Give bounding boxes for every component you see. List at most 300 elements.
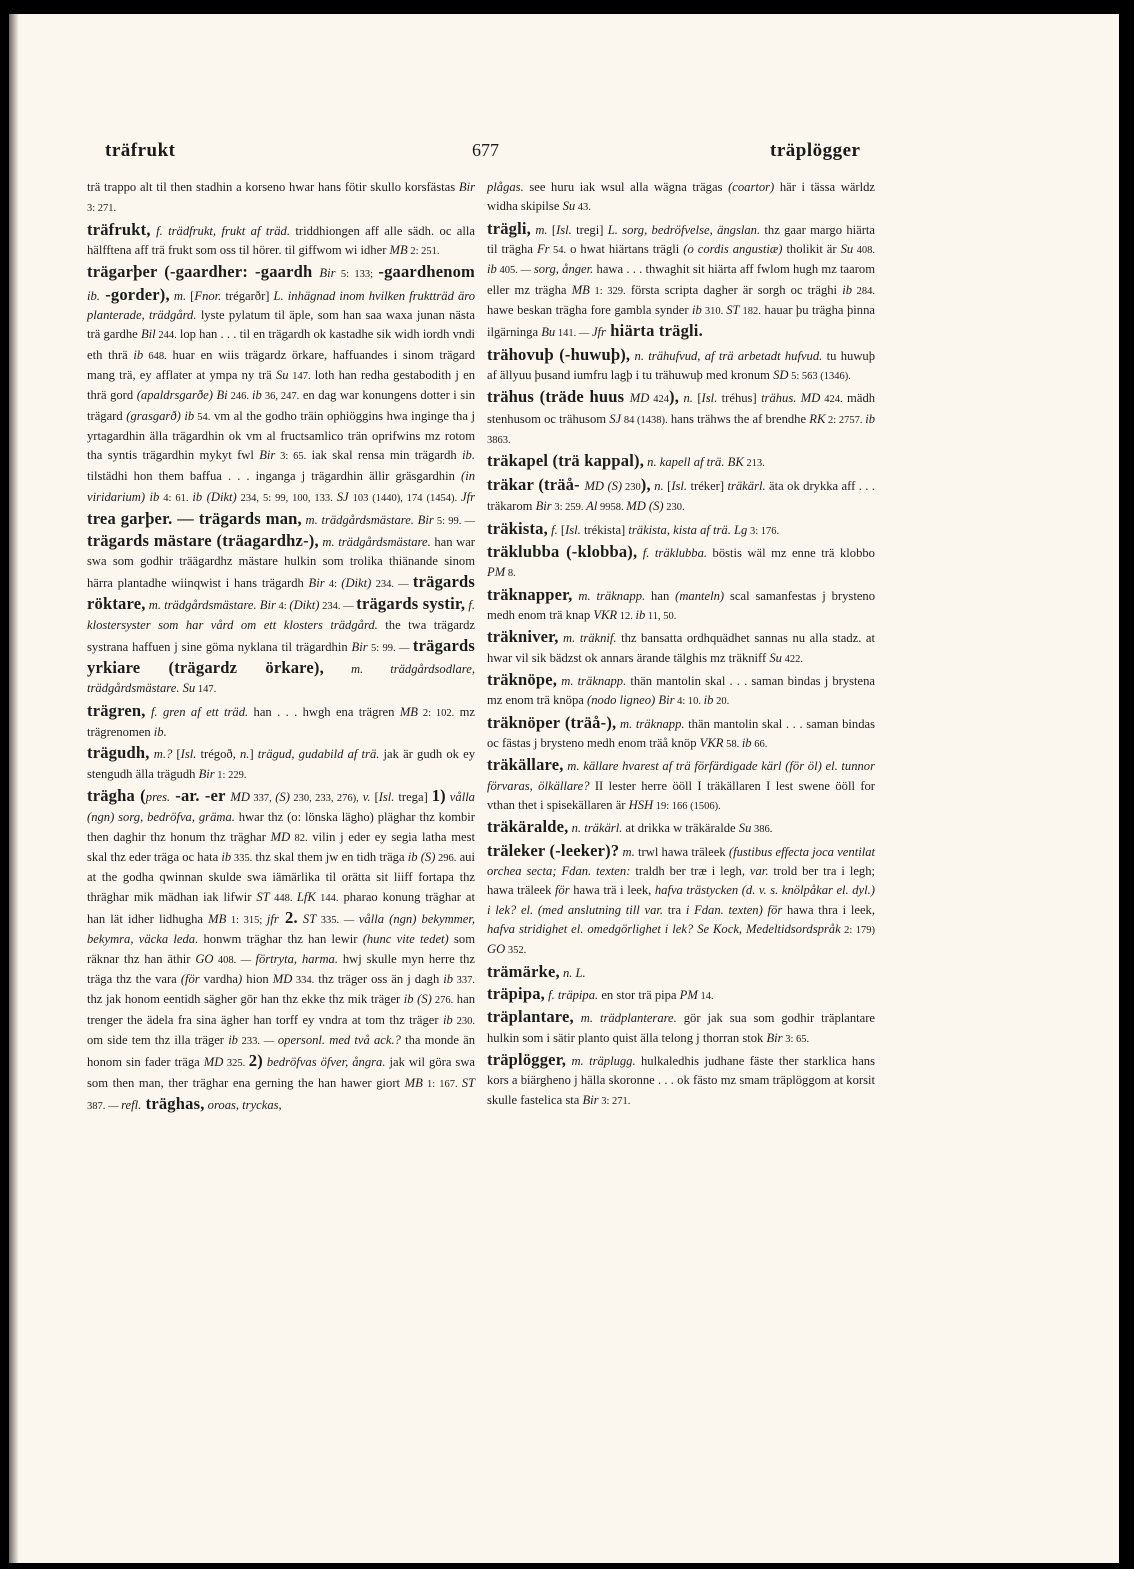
quotation-text: [ (186, 288, 195, 303)
reference-number: 246. (227, 391, 253, 403)
headword: träknapper, (487, 584, 573, 604)
reference-number: 424 (649, 394, 670, 406)
reference-number: 230 (622, 481, 641, 493)
quotation-text: hwar thz (o: lönska lägho) pläghar thz kombir then daghir thz honum thz träghar (87, 810, 475, 844)
italic-gloss: Su (562, 199, 576, 214)
italic-gloss: MB (404, 1075, 423, 1090)
reference-number: 19: 166 (1506). (653, 800, 721, 812)
italic-gloss: f. trädfrukt, frukt af träd. (150, 223, 290, 238)
quotation-text: vilin j eder ey segia latha mest skal thz eder träga oc hata (87, 829, 475, 864)
italic-gloss: f. (547, 522, 558, 537)
dictionary-entry (87, 743, 475, 785)
reference-number: 233. — (237, 1036, 278, 1048)
reference-number: 141. — (555, 328, 592, 340)
italic-gloss: var. (749, 864, 769, 878)
italic-gloss: refl. (121, 1098, 142, 1113)
headword: träkapel (trä kappal), (487, 451, 645, 471)
italic-gloss: f. gren af ett träd. (145, 704, 249, 719)
italic-gloss: ib (692, 303, 702, 318)
italic-gloss: ib. (87, 288, 100, 303)
italic-gloss: n. (650, 478, 664, 493)
italic-gloss: (apaldrsgarðe) Bi (136, 388, 228, 403)
headword: träleker (-leeker)? (487, 840, 620, 860)
italic-gloss: m. träknapp. (572, 588, 646, 603)
running-head (0, 140, 1134, 170)
italic-gloss: ST (256, 889, 270, 904)
italic-gloss: HSH (628, 797, 654, 812)
reference-number: 12. (617, 610, 636, 622)
reference-number: 66. (751, 738, 768, 750)
headword: hiärta trägli. (605, 321, 703, 341)
quotation-text: [ (172, 747, 181, 762)
headword: träknöper (träå-), (487, 712, 617, 732)
italic-gloss: Bir (351, 639, 368, 654)
reference-number: 11, 50. (645, 610, 677, 622)
italic-gloss: ) (238, 972, 243, 987)
italic-gloss: m. trädgårdsmästare. Bir (145, 597, 276, 612)
headword: trägudh, (87, 743, 150, 763)
dictionary-entry (487, 1007, 875, 1049)
headword: trägli, (487, 218, 532, 238)
italic-gloss: ib (133, 347, 144, 362)
quotation-text: här i tässa wärldz widha skipilse (487, 180, 875, 214)
reference-number: 2: 2757. (825, 414, 866, 426)
quotation-text: the twa trägardz systrana haffuen j sine göma nyklana til trägardhin (87, 618, 475, 654)
italic-gloss: MD (230, 789, 251, 804)
quotation-text: tu huwuþ af ällyuu þusand iumfru lagþ i tu trähuwuþ med kronum (487, 348, 876, 383)
reference-number: 337. (453, 975, 475, 987)
italic-gloss: PM (487, 565, 506, 580)
reference-number: 2: 179) (840, 925, 875, 937)
quotation-text: at drikka w träkäralde (622, 821, 739, 836)
italic-gloss: Isl. (378, 789, 395, 804)
reference-number: 2: 102. (418, 707, 455, 719)
italic-gloss: oroas, tryckas, (204, 1098, 282, 1113)
quotation-text: II lester herre ööll I träkällaren I lest swene ööll for vthan thet i spisekällaren är (487, 778, 876, 812)
italic-gloss: (nodo ligneo) Bir (587, 693, 675, 708)
reference-number: 408. (853, 245, 876, 257)
italic-gloss: (in viridarium) ib (87, 468, 475, 505)
quotation-text: tréker] (687, 478, 728, 493)
left-column (87, 178, 475, 1116)
headword: trägards mästare (träagardhz-), (87, 530, 319, 550)
quotation-text: [ (547, 222, 557, 237)
italic-gloss: jfr (266, 912, 279, 927)
quotation-text: han war swa som godhir träägardhz mästare hulkin som trolika thiänande sinom härra plantadhe wiinqwist i hans trägardh (87, 534, 475, 590)
quotation-text: första scripta dagher är sorgh oc träghi (625, 282, 843, 297)
reference-number: 234. — (319, 600, 357, 612)
quotation-text: lop han . . . til en trägardh ok kastadhe sik widh iordh vndi eth thrä (87, 327, 475, 362)
italic-gloss: ib (Dikt) (192, 490, 237, 505)
quotation-text: hulkaledhis judhane fäste ther starklica hans kors a biärgheno j hälla skoronne . . . ok fästo mz smam träplöggom at korsit skulle fastelica sta (487, 1054, 875, 1107)
italic-gloss: RK (809, 411, 826, 426)
quotation-text: pharao konung träghar at han lät idher lidhugha (87, 889, 476, 927)
quotation-text: tha monde än honom sin fader träga (87, 1033, 475, 1070)
dictionary-entry (87, 178, 475, 219)
dictionary-entry (487, 670, 875, 712)
reference-number: 448. (269, 892, 297, 904)
quotation-text: scal samanfestas j brysteno medh enom trä knap (487, 588, 875, 622)
dictionary-entry (487, 627, 875, 669)
quotation-text: trégarðr] (221, 288, 274, 303)
italic-gloss: m. träknif. (558, 631, 617, 646)
reference-number: 337, (250, 792, 276, 804)
italic-gloss: MD (S) (626, 499, 664, 514)
reference-number: 82. (290, 832, 308, 844)
reference-number: 648. (143, 350, 167, 362)
italic-gloss: Bir (319, 266, 336, 281)
quotation-text: tréhus] (717, 391, 762, 406)
italic-gloss: GO (195, 951, 214, 966)
quotation-text: [ (692, 391, 702, 406)
italic-gloss: m. (531, 222, 548, 237)
italic-gloss: Isl. (556, 222, 572, 237)
quotation-text: huar en wiis trägardz örkare, haffuandes i sinom trägard mang trä, ey afflater at ympa ny trä (87, 347, 476, 383)
quotation-text: en stor trä pipa (598, 988, 680, 1003)
dictionary-entry (487, 755, 875, 816)
italic-gloss: SJ (336, 490, 349, 505)
italic-gloss: f. träpipa. (544, 988, 599, 1003)
reference-number: 20. (713, 696, 730, 708)
quotation-text: han (645, 588, 676, 603)
quotation-text: [ (663, 478, 672, 493)
headword: träknöpe, (487, 669, 558, 689)
dictionary-entry (487, 713, 875, 755)
dictionary-entry (487, 817, 875, 839)
italic-gloss: L. inhägnad inom hvilken fruktträd äro planterade, trädgård. (87, 288, 476, 323)
italic-gloss: ib (487, 262, 497, 277)
reference-number: 5: 99. — (433, 515, 475, 527)
italic-gloss: ib. (153, 724, 167, 739)
reference-number: 405. — (496, 265, 534, 277)
headword: träghas, (141, 1094, 205, 1114)
italic-gloss: LfK (296, 889, 316, 904)
headword: 2. (278, 908, 298, 928)
italic-gloss: (S) (275, 789, 290, 804)
italic-gloss: (hunc vite tedet) (362, 932, 449, 947)
quotation-text: [ (370, 789, 379, 804)
dictionary-entry (487, 178, 875, 218)
quotation-text: thz skal them jw en tidh träga (252, 850, 408, 864)
reference-number: 5: 563 (1346). (788, 371, 851, 383)
italic-gloss: ib (221, 850, 232, 864)
quotation-text: hion (242, 972, 273, 987)
reference-number: 1: 167. (422, 1078, 462, 1090)
headword: träfrukt, (87, 219, 151, 239)
reference-number: 3: 271. (87, 203, 117, 215)
italic-gloss: hafva trästycken (d. v. s. knölpåkar el. dyl.) i lek? el. (med anslutning till var. (487, 883, 875, 917)
italic-gloss: VKR (593, 607, 618, 622)
italic-gloss: n. trähufvud, af trä arbetadt hufvud. (630, 348, 823, 363)
reference-number: 144. (315, 892, 339, 904)
right-column (487, 178, 875, 1111)
reference-number: 54. (549, 245, 567, 257)
italic-gloss: Fnor. (194, 288, 222, 303)
reference-number: 244. (155, 330, 177, 342)
reference-number: 182. (739, 306, 761, 318)
italic-gloss: plågas. (487, 180, 524, 194)
dictionary-entry (87, 701, 475, 743)
reference-number: 54. (194, 411, 211, 423)
italic-gloss: m. trädgårdsodlare, trädgårdsmästare. Su (87, 661, 475, 696)
italic-gloss: träkärl. (727, 478, 766, 493)
italic-gloss: f. klostersyster som har vård om ett klosters trädgård. (87, 597, 476, 633)
italic-gloss: ib (443, 972, 454, 987)
headword: trämärke, (487, 961, 560, 981)
italic-gloss: m. träknapp. (557, 673, 627, 688)
quotation-text: thän mantolin skal . . . saman bindas oc fästas j brysteno medh enom träå knöp (487, 716, 875, 750)
italic-gloss: Su (769, 650, 782, 665)
italic-gloss: MD (270, 829, 291, 844)
reference-number: 1: 315; (226, 915, 267, 927)
headword: träplögger, (487, 1050, 567, 1070)
dictionary-entry (87, 262, 475, 699)
reference-number: 213. (743, 458, 765, 470)
italic-gloss: MD (272, 972, 293, 987)
reference-number: 3: 65. (782, 1033, 810, 1045)
headword: trea garþer. — trägards man, (87, 508, 302, 528)
headword: träplantare, (487, 1007, 574, 1027)
italic-gloss: träkista, kista af trä. Lg (628, 522, 748, 537)
italic-gloss: Jfr (591, 325, 606, 340)
quotation-text: iak skal rensa min trägardh (306, 448, 463, 463)
quotation-text: tholikit är (782, 242, 841, 257)
italic-gloss: ib (228, 1033, 238, 1048)
italic-gloss: pres. (145, 789, 171, 804)
right-guide-word: träplögger (770, 140, 861, 161)
italic-gloss: Bir (535, 499, 552, 514)
quotation-text: hans trähws the af brendhe (667, 411, 810, 426)
italic-gloss: ib (S) (403, 992, 432, 1007)
italic-gloss: ib (S) (407, 850, 436, 864)
reference-number: 424. (820, 394, 843, 406)
italic-gloss: m.? (149, 747, 173, 762)
italic-gloss: MB (208, 912, 227, 927)
reference-number: 230. (663, 502, 685, 514)
headword: trähovuþ (-huwuþ), (487, 344, 631, 364)
reference-number: 230. (452, 1015, 475, 1027)
quotation-text: trwl hawa träleek (634, 844, 729, 859)
reference-number: 3: 271. (598, 1095, 631, 1107)
dictionary-entry (87, 786, 475, 1117)
italic-gloss: Bir (259, 448, 276, 463)
italic-gloss: Bu (541, 325, 556, 340)
italic-gloss: Isl. (671, 478, 688, 493)
headword: -ar. -er (170, 785, 231, 805)
italic-gloss: vålla (ngn) bekymmer, bekymra, väcka leda. (87, 912, 475, 947)
italic-gloss: hafva stridighet el. omedgörlighet i lek? Se Kock, Medeltidsordspråk (487, 922, 841, 937)
quotation-text: hwj skulle myn herre thz träga thz the vara (87, 951, 475, 987)
italic-gloss: Bir (198, 766, 215, 781)
reference-number: 276. (431, 995, 454, 1007)
italic-gloss: n. (679, 391, 693, 406)
quotation-text: honwm träghar thz han lewir (198, 932, 363, 947)
italic-gloss: ib (635, 607, 646, 622)
reference-number: 3: 65. (275, 451, 307, 463)
italic-gloss: m. trädplanterare. (573, 1011, 677, 1026)
headword: trägards systir, (356, 593, 466, 613)
quotation-text: han trenger the ädela fra sina ägher han torff ey vndra at tom thz träger (87, 992, 475, 1027)
italic-gloss: m. träknapp. (616, 716, 685, 731)
reference-number: 3: 176. (747, 525, 780, 537)
quotation-text: en dag war konungens dotter i sin trägard (87, 388, 475, 423)
italic-gloss: v. (358, 789, 371, 804)
quotation-text: om side tem thz illa träger (87, 1033, 229, 1048)
italic-gloss: Bir (582, 1092, 599, 1107)
italic-gloss: Bir (458, 180, 475, 194)
italic-gloss: MD (S) (584, 478, 623, 493)
reference-number: 9958. (597, 502, 627, 514)
italic-gloss: f. träklubba. (637, 545, 708, 560)
italic-gloss: MD (203, 1055, 224, 1070)
quotation-text: thz jak honom eentidh sägher gör han thz ekke thz mik träger (87, 992, 404, 1007)
reference-number: 325. (223, 1058, 249, 1070)
headword: -gaardhenom (378, 262, 475, 282)
quotation-text: som räknar thz han äthir (87, 932, 475, 966)
italic-gloss: (Dikt) (289, 597, 320, 612)
quotation-text: trega] (394, 789, 432, 804)
italic-gloss: n. L. (559, 965, 586, 980)
reference-number: 386. (751, 824, 773, 836)
dictionary-entry (87, 220, 475, 262)
quotation-text: trékista] (580, 522, 629, 537)
reference-number: 1: 329. (589, 285, 626, 297)
italic-gloss: förtryta, harma. (255, 951, 338, 966)
quotation-text: see huru iak wsul alla wägna trägas (523, 180, 729, 194)
headword: trähus (träde huus (487, 387, 630, 407)
reference-number: 84 (1438). (621, 414, 668, 426)
italic-gloss: ib. (462, 448, 476, 463)
quotation-text: traldh ber træ i legh, (630, 864, 750, 878)
headword: 1) (431, 785, 446, 805)
reference-number: 3863. (487, 435, 511, 447)
italic-gloss: Bil (140, 327, 156, 342)
dictionary-entry (487, 345, 875, 387)
italic-gloss: m. (169, 288, 187, 303)
quotation-text: vm al the godho träin ophiöggins hwa inginge tha j yrtagardhin älla trägardhin ok vm al fructsamlico trän oprifwins mz rotom tha syntis trägardhin mykyt fwl (87, 408, 476, 463)
headword: träkista, (487, 518, 548, 538)
italic-gloss: Su (738, 821, 752, 836)
reference-number: 5: 133; (335, 269, 379, 281)
italic-gloss: Fr (536, 242, 550, 257)
headword: träkäralde, (487, 817, 569, 837)
italic-gloss: Jfr (461, 490, 476, 505)
italic-gloss: n. träkärl. (568, 821, 623, 836)
italic-gloss: Isl. (565, 522, 581, 537)
italic-gloss: ib (865, 411, 875, 426)
dictionary-entry (487, 451, 875, 473)
italic-gloss: MB (399, 704, 418, 719)
quotation-text: ] (249, 747, 258, 762)
italic-gloss: m. trädgårdsmästare. Bir (301, 512, 434, 527)
reference-number: 147. (288, 371, 311, 383)
italic-gloss: Su (275, 368, 289, 383)
italic-gloss: vålla (ngn) sorg, bedröfva, gräma. (87, 789, 475, 825)
italic-gloss: SD (773, 368, 789, 383)
quotation-text: thz träger oss än j dagh (314, 972, 444, 987)
quotation-text: tra (663, 902, 686, 917)
headword: trägha ( (87, 785, 146, 805)
italic-gloss: Su (840, 242, 854, 257)
quotation-text: triddhiongen aff alle sädh. oc alla hälfftena aff trä frukt som oss til hörer. til giffwom wi idher (87, 223, 475, 258)
dictionary-entry (487, 585, 875, 627)
italic-gloss: MB (571, 282, 590, 297)
reference-number: 2: 251. (407, 246, 440, 258)
headword: träpipa, (487, 984, 545, 1004)
quotation-text: o hwat hiärtans trägli (566, 242, 684, 257)
italic-gloss: ST (461, 1075, 475, 1090)
headword: 2) (248, 1051, 263, 1071)
italic-gloss: m. träplugg. (566, 1054, 636, 1069)
reference-number: 4: (324, 578, 342, 590)
quotation-text: trold ber tra i legh; hawa träleek (487, 864, 875, 898)
headword: ), (640, 474, 651, 494)
reference-number: 147. (195, 684, 217, 696)
reference-number: 58. (723, 738, 742, 750)
dictionary-entry (487, 962, 875, 983)
italic-gloss: SJ (609, 411, 622, 426)
italic-gloss: i Fdan. texten) för (685, 902, 783, 917)
dictionary-entry (487, 519, 875, 541)
quotation-text: thz bansatta ordhquädhet sannas nu alla stadz. at hwar vil sik bädzst ok annars ärande tälghis mz träkniff (487, 631, 875, 665)
italic-gloss: sorg, ånger. (533, 262, 594, 277)
quotation-text: lyste pylatum til äple, som han saa waxa junan nästa trä gardhe (87, 308, 475, 342)
reference-number: 408. — (213, 954, 256, 966)
page-number: 677 (472, 140, 499, 160)
italic-gloss: trägud, gudabild af trä. (257, 747, 380, 762)
quotation-text: hawa trä i leek, (569, 883, 655, 898)
italic-gloss: m. källare hvarest af trä förfärdigade kärl (för öl) el. tunnor förvaras, ölkällare? (487, 759, 875, 793)
italic-gloss: n. (240, 747, 250, 762)
headword: -gorder), (99, 284, 170, 304)
quotation-text: äta ok drykka aff . . . träkarom (487, 478, 876, 514)
italic-gloss: Isl. (701, 391, 718, 406)
italic-gloss: Al (586, 499, 598, 514)
reference-number: 335. — (316, 915, 359, 927)
reference-number: 234. — (371, 578, 413, 590)
reference-number: 103 (1440), 174 (1454). (348, 493, 462, 505)
headword: träkniver, (487, 627, 559, 647)
italic-gloss: GO (487, 942, 506, 957)
reference-number: 284. (852, 285, 876, 297)
quotation-text: tilstädhi hon them baffua . . . inganga j trägardhin ällir gräsgardhin (87, 468, 461, 483)
quotation-text: mz trägrenomen (87, 704, 475, 739)
quotation-text: hawe beskan trägha fore gambla synder (487, 303, 693, 318)
italic-gloss: L. sorg, bedröfvelse, ängslan. (607, 222, 761, 237)
italic-gloss: opersonl. med två ack.? (277, 1033, 401, 1048)
reference-number: 14. (697, 991, 714, 1003)
quotation-text: trégoð, (196, 747, 240, 762)
italic-gloss: ib (842, 282, 853, 297)
dictionary-entry (487, 387, 875, 450)
italic-gloss: trähus. MD (761, 391, 821, 406)
italic-gloss: (coartor) (728, 180, 775, 194)
italic-gloss: m. trädgårdsmästare. (318, 534, 431, 549)
headword: ), (669, 387, 680, 407)
italic-gloss: VKR (699, 735, 724, 750)
italic-gloss: ST (726, 303, 740, 318)
italic-gloss: ib (741, 735, 752, 750)
dictionary-entry (487, 475, 875, 518)
quotation-text: jak är gudh ok ey stengudh älla trägudh (87, 747, 475, 781)
reference-number: 36, 247. (261, 391, 300, 403)
italic-gloss: MB (389, 243, 408, 258)
left-guide-word: träfrukt (105, 140, 176, 161)
reference-number: 4: 61. (159, 493, 193, 505)
quotation-text: thän mantolin skal . . . saman bindas j brystena mz enom trä knöpa (487, 673, 875, 708)
quotation-text: hawa thra i leek, (782, 902, 875, 917)
italic-gloss: Bir (766, 1030, 783, 1045)
